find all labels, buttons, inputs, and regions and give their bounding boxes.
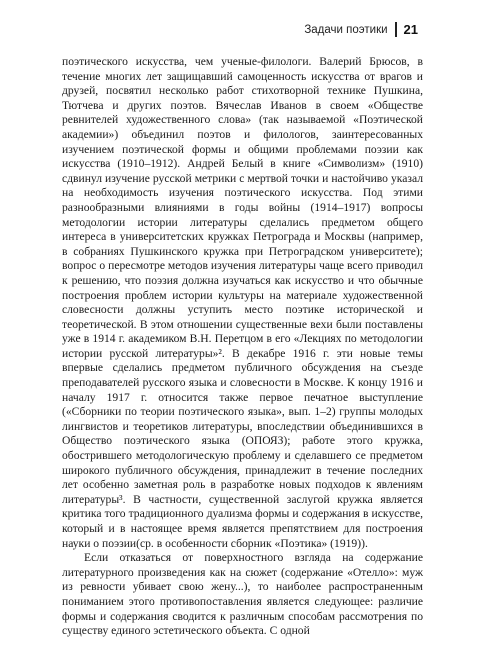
running-header-title: Задачи поэтики	[304, 23, 388, 36]
paragraph-1: поэтического искусства, чем ученые-филологи. Валерий Брюсов, в течение многих лет защищавший самоценность искусства от врагов и друзей, посвятил несколько работ стихотворной технике Пушкина, Тютчева и других поэтов. Вячеслав Иванов в своем «Обществе ревнителей художественного слова» (так называемой «Поэтической академии») объединил поэтов и филологов, заинтересованных изучением поэтической формы и общими проблемами поэзии как искусства (1910–1912). Андрей Белый в книге «Символизм» (1910) сдвинул изучение русской метрики с мертвой точки и настойчиво указал на необходимость изучения поэтического искусства. Под этими разнообразными влияниями в годы войны (1914–1917) вопросы методологии истории литературы сделались предметом общего интереса в университетских кружках Петрограда и Москвы (например, в собраниях Пушкинского кружка при Петроградском университете); вопрос о пересмотре методов изучения литературы чаще всего приводил к решению, что поэзия должна изучаться как искусство и что обычные построения проблем истории культуры на материале художественной словесности должны уступить место поэтике исторической и теоретической. В этом отношении существенные вехи были поставлены уже в 1914 г. академиком В.Н. Перетцом в его «Лекциях по методологии истории русской литературы»². В декабре 1916 г. эти новые темы впервые сделались предметом публичного обсуждения на съезде преподавателей русского языка и словесности в Москве. К концу 1916 и началу 1917 г. относится также первое печатное выступление («Сборники по теории поэтического языка», вып. 1–2) группы молодых лингвистов и теоретиков литературы, впоследствии объединившихся в Общество поэтического языка (ОПОЯЗ); работе этого кружка, обострившего методологическую проблему и сделавшего се предметом широкого публичного обсуждения, принадлежит в течение последних лет особенно заметная роль в разработке новых подходов к явлениям литературы³. В частности, существенной заслугой кружка является критика того традиционного дуализма формы и содержания в искусстве, который и в настоящее время является препятствием для построения науки о поэзии(ср. в особенности сборник «Поэтика» (1919)).	[62, 55, 423, 550]
header-divider	[395, 22, 397, 37]
page-number: 21	[403, 22, 418, 37]
paragraph-2: Если отказаться от поверхностного взгляда на содержание литературного произведения как на сюжет (содержание «Отелло»: муж из ревности убивает свою жену...), то наиболее распространенным пониманием этого противопоставления является следующее: различие формы и содержания сводится к различным способам рассмотрения по существу единого эстетического объекта. С одной	[62, 551, 423, 638]
body-text	[62, 55, 423, 639]
running-header	[304, 22, 418, 37]
